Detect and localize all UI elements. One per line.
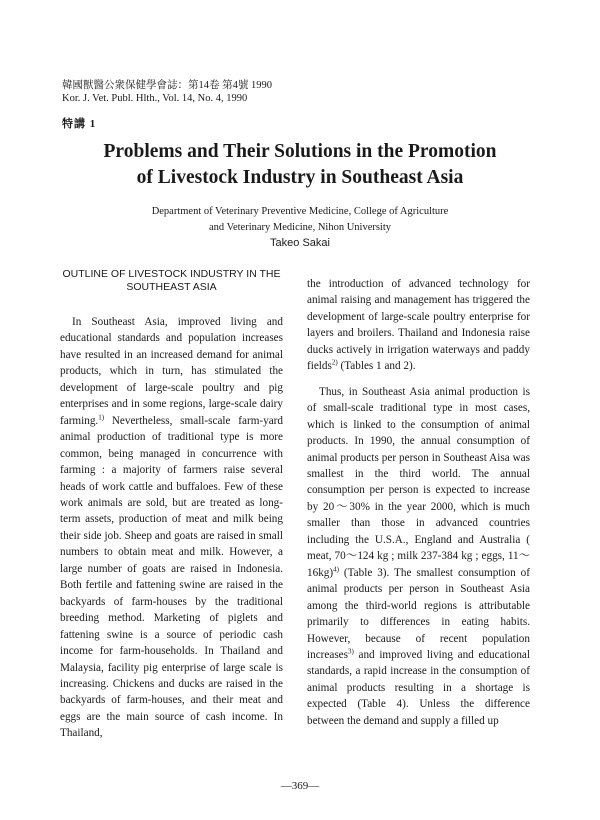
reference-marker: 4) xyxy=(333,564,339,573)
paper-title-line-2: of Livestock Industry in Southeast Asia xyxy=(136,167,464,188)
author-affiliation xyxy=(0,204,600,236)
right-column xyxy=(307,276,530,729)
body-paragraph xyxy=(307,384,530,730)
journal-citation-english: Kor. J. Vet. Publ. Hlth., Vol. 14, No. 4, 1990 xyxy=(62,93,248,104)
paragraph-gap xyxy=(307,375,530,384)
author-name: Takeo Sakai xyxy=(270,237,330,249)
paragraph-text: and improved living and educational standards, a rapid increase in the consumption of animal products resulting in a shortage is expected (Table 4). Unless the difference between the demand and supply a filled up xyxy=(307,648,530,727)
paragraph-text: the introduction of advanced technology for animal raising and management has triggered the development of large-scale poultry enterprise for layers and broilers. Thailand and Indonesia raise ducks actively in irrigation waterways and paddy fields xyxy=(307,278,530,373)
article-type-label: 特講 1 xyxy=(62,118,97,130)
affiliation-line-1: Department of Veterinary Preventive Medicine, College of Agriculture xyxy=(151,206,449,217)
paragraph-text: (Table 3). The smallest consumption of animal products per person in Southeast Asia among the third-world regions is attributable primarily to differences in eating habits. However, because of recent population increases xyxy=(307,566,530,661)
journal-citation-korean: 韓國獸醫公衆保健學會誌：第14卷 第4號 1990 xyxy=(62,80,272,91)
left-column xyxy=(60,268,283,742)
journal-citation xyxy=(62,79,272,105)
body-paragraph xyxy=(60,314,283,742)
paper-title xyxy=(0,139,600,191)
page-number: —369— xyxy=(280,780,320,792)
section-heading-line-2: SOUTHEAST ASIA xyxy=(126,281,217,293)
paragraph-text: Nevertheless, small-scale farm-yard animal production of traditional type is more common, being managed in concurrence with farming : a majority of farmers raise several heads of work cattle and buffaloes. Few of these work animals are sold, but are treated as long-term assets, production of meat and milk being their side job. Sheep and goats are raised in small numbers to obtain meat and milk. However, a large number of goats are raised in Indonesia. Both fertile and fattening swine are raised in the backyards of farm-houses by the traditional breeding method. Marketing of piglets and fattening swine is a source of periodic cash income for farm-households. In Thailand and Malaysia, facility pig enterprise of large scale is increasing. Chickens and ducks are raised in the backyards of farm-houses, and their meat and eggs are the main source of cash income. In Thailand, xyxy=(60,414,283,740)
paper-title-line-1: Problems and Their Solutions in the Promotion xyxy=(103,141,497,162)
paragraph-text: (Tables 1 and 2). xyxy=(337,360,416,373)
affiliation-line-2: and Veterinary Medicine, Nihon University xyxy=(208,222,392,233)
reference-marker: 2) xyxy=(331,358,338,367)
section-heading-line-1: OUTLINE OF LIVESTOCK INDUSTRY IN THE xyxy=(62,268,281,280)
section-heading xyxy=(60,268,283,294)
paragraph-text: In Southeast Asia, improved living and educational standards and population increases have resulted in an increased demand for animal products, which in turn, has stimulated the development of large-scale poultry and pig enterprises and in some regions, large-scale dairy farming. xyxy=(60,316,283,427)
reference-marker: 1) xyxy=(98,412,105,421)
reference-marker: 3) xyxy=(348,647,354,656)
body-paragraph xyxy=(307,276,530,375)
paragraph-text: Thus, in Southeast Asia animal production is of small-scale traditional type in most cases, which is linked to the consumption of animal products. In 1990, the annual consumption of animal products per person in Southeast Aisa was smallest in the third world. The annual consumption per person is expected to increase by 20～30% in the year 2000, which is much smaller than those in advanced countries including the U.S.A., England and Australia ( meat, 70～124 kg ; milk 237-384 kg ; eggs, 11～16kg) xyxy=(307,385,530,579)
